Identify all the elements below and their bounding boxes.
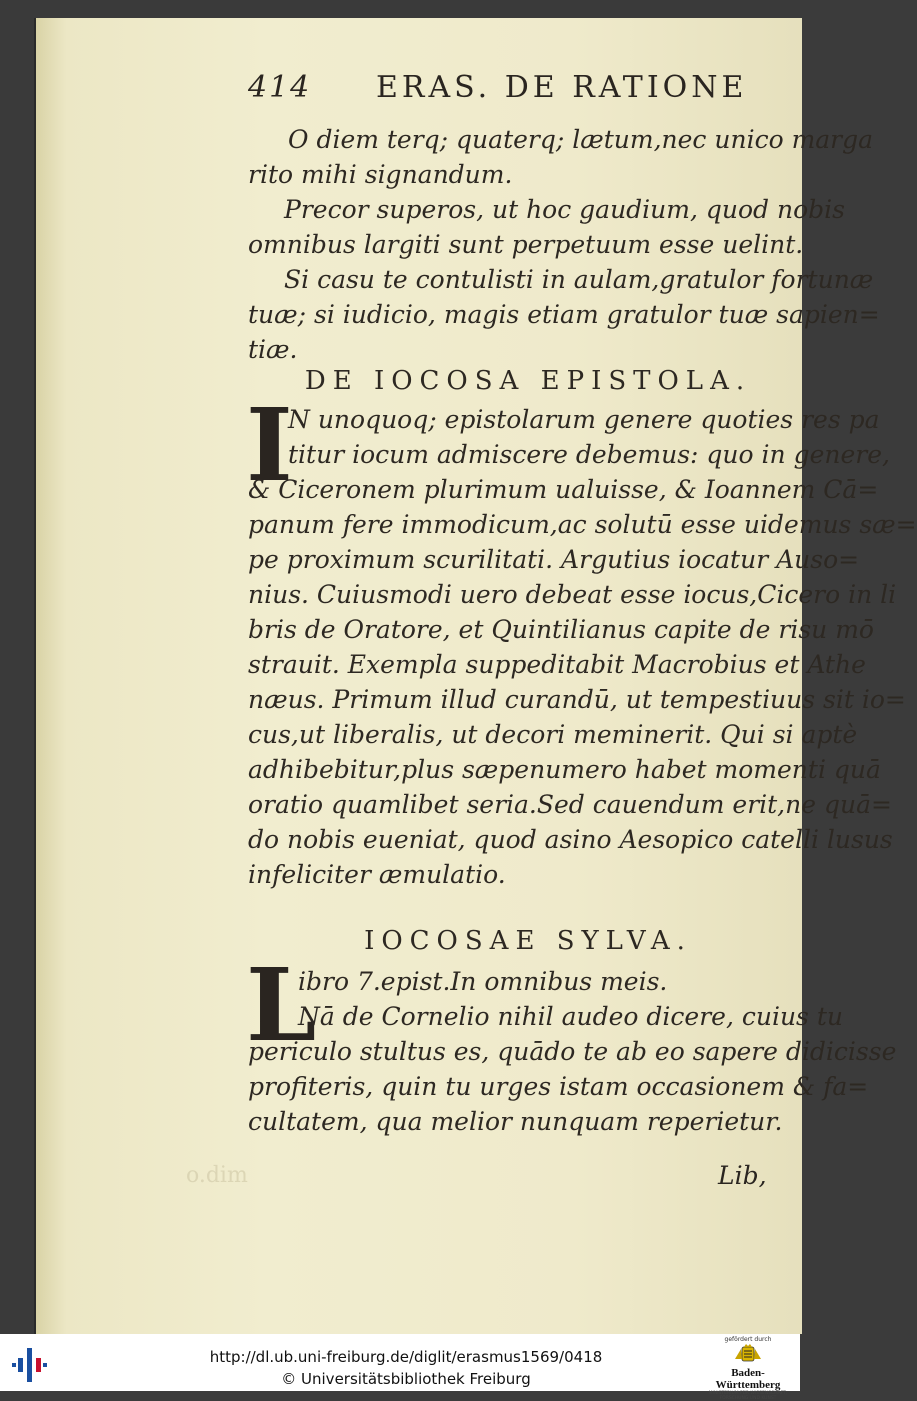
text-line: oratio quamlibet seria.Sed cauendum erit,ne quā= — [248, 790, 892, 819]
text-line: panum fere immodicum,ac solutū esse uidemus sæ= — [248, 510, 917, 539]
text-line: & Ciceronem plurimum ualuisse, & Ioannem Cā= — [248, 475, 879, 504]
text-line: Precor superos, ut hoc gaudium, quod nobis — [284, 195, 845, 224]
text-line: infeliciter æmulatio. — [248, 860, 506, 889]
text-line: do nobis eueniat, quod asino Aesopico catelli lusus — [248, 825, 893, 854]
text-line: N unoquoq; epistolarum genere quoties res pa — [288, 405, 880, 434]
intro-text — [248, 122, 880, 367]
sponsor-logo[interactable] — [700, 1336, 796, 1401]
text-line: O diem terq; quaterq; lætum,nec unico marga — [288, 125, 874, 154]
library-stamp: o.dim — [186, 1163, 248, 1188]
section-heading: IOCOSAE SYLVA. — [364, 926, 692, 956]
sponsor-subtitle: MINISTERIUM FÜR WISSENSCHAFT, FORSCHUNG UND KUNST — [708, 1391, 788, 1401]
text-line: strauit. Exempla suppeditabit Macrobius et Athe — [248, 650, 866, 679]
drop-cap: I — [246, 386, 293, 504]
text-line: titur iocum admiscere debemus: quo in genere, — [288, 440, 890, 469]
text-line: Nā de Cornelio nihil audeo dicere, cuius tu — [298, 1002, 843, 1031]
text-line: cultatem, qua melior nunquam reperietur. — [248, 1107, 783, 1136]
text-line: Si casu te contulisti in aulam,gratulor fortunæ — [284, 265, 874, 294]
text-line: tiæ. — [248, 335, 298, 364]
text-line: cus,ut liberalis, ut decori meminerit. Qui si aptè — [248, 720, 858, 749]
coat-of-arms-icon — [733, 1343, 763, 1363]
text-line: ibro 7.epist.In omnibus meis. — [298, 967, 668, 996]
text-line: nius. Cuiusmodi uero debeat esse iocus,Cicero in li — [248, 580, 897, 609]
book-page — [34, 18, 917, 1334]
section-text — [248, 964, 897, 1139]
text-line: profiteris, quin tu urges istam occasionem & fa= — [248, 1072, 869, 1101]
footer-bar — [0, 1334, 800, 1401]
page-header — [248, 70, 788, 116]
text-line: tuæ; si iudicio, magis etiam gratulor tuæ sapien= — [248, 300, 880, 329]
catchword: Lib, — [718, 1161, 767, 1190]
page-number: 414 — [248, 70, 312, 105]
text-line: omnibus largiti sunt perpetuum esse uelint. — [248, 230, 804, 259]
drop-cap: L — [246, 946, 317, 1064]
ub-freiburg-logo-icon[interactable] — [10, 1344, 50, 1386]
document-url-link[interactable]: http://dl.ub.uni-freiburg.de/diglit/erasmus1569/0418 — [209, 1348, 603, 1366]
text-line: periculo stultus es, quādo te ab eo sapere didicisse — [248, 1037, 897, 1066]
section-text — [246, 386, 917, 892]
copyright-text: © Universitätsbibliothek Freiburg — [281, 1370, 531, 1388]
text-line: pe proximum scurilitati. Argutius iocatur Auso= — [248, 545, 860, 574]
sponsor-label: gefördert durch — [724, 1336, 772, 1343]
text-line: adhibebitur,plus sæpenumero habet momenti quā — [248, 755, 881, 784]
sponsor-name: Baden-Württemberg — [715, 1367, 781, 1391]
text-line: rito mihi signandum. — [248, 160, 513, 189]
text-line: bris de Oratore, et Quintilianus capite de risu mō — [248, 615, 874, 644]
running-head: ERAS. DE RATIONE — [376, 70, 748, 105]
text-line: næus. Primum illud curandū, ut tempestiuus sit io= — [248, 685, 906, 714]
section-heading: DE IOCOSA EPISTOLA. — [304, 366, 752, 396]
